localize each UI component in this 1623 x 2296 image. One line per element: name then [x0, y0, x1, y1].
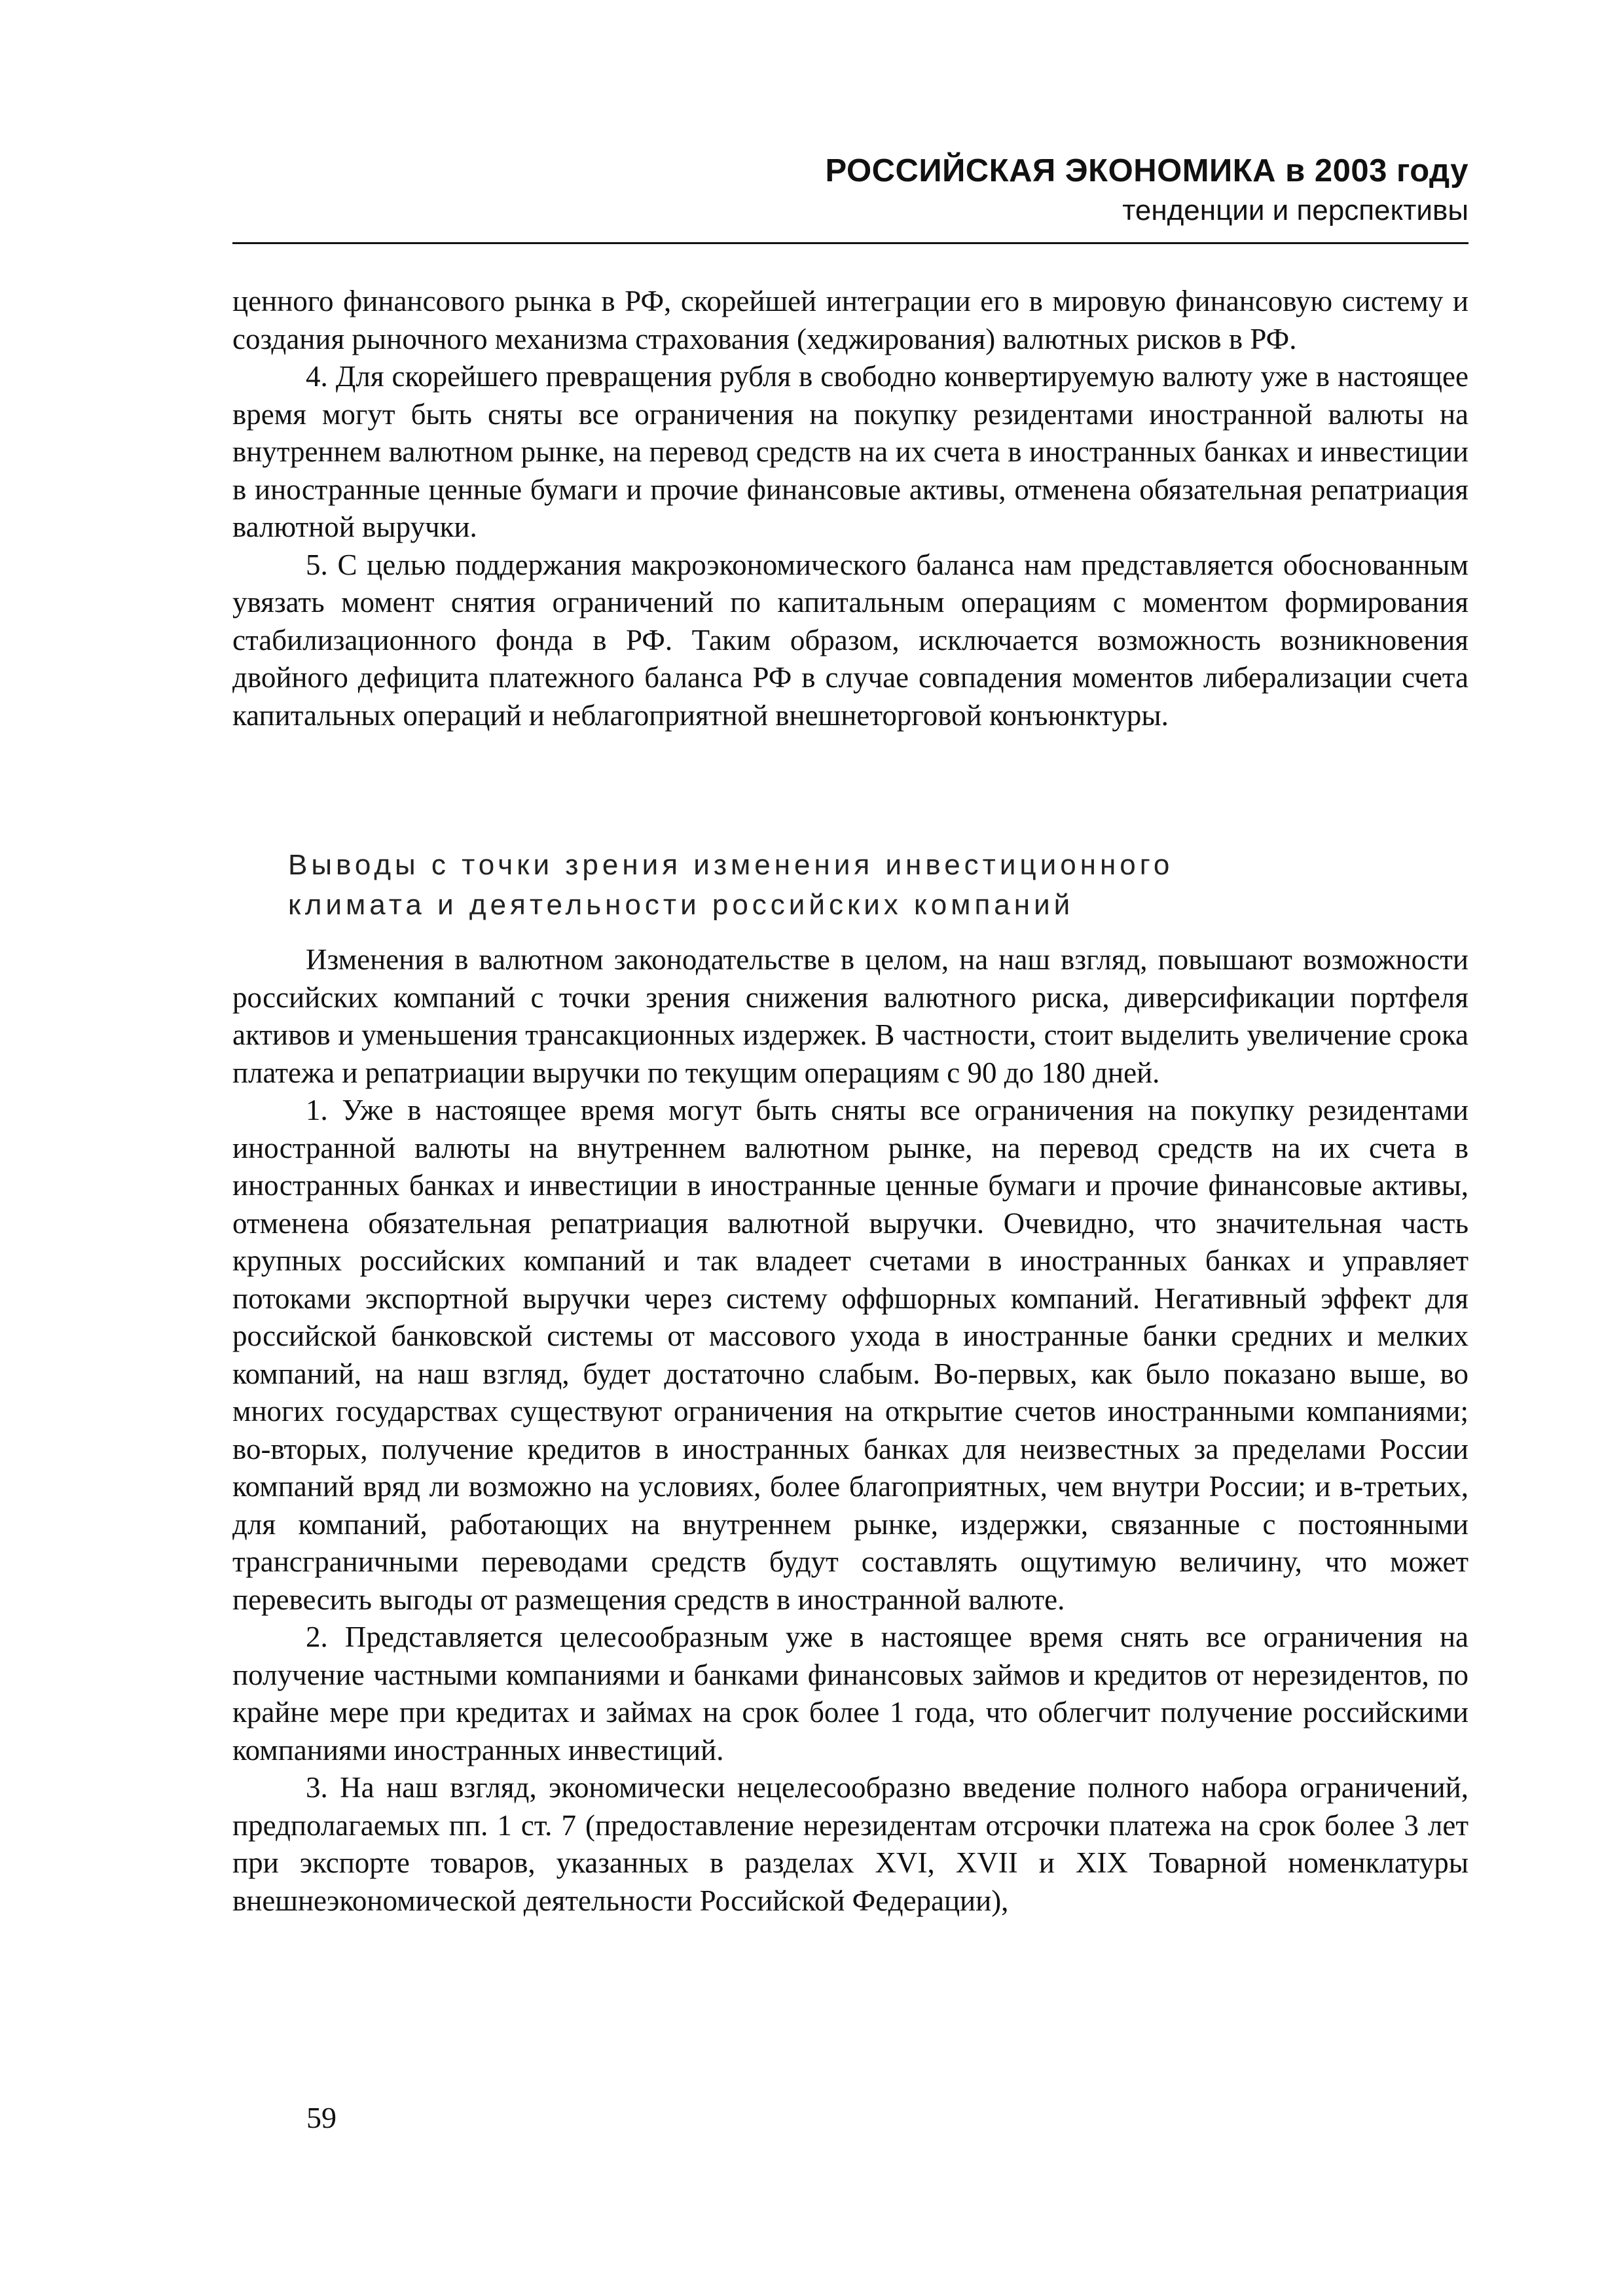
paragraph-section-intro: Изменения в валютном законодательстве в целом, на наш взгляд, повышают возможности российских компаний с точки зрения снижения валютного риска, диверсификации портфеля активов и уменьшения трансакционных издержек. В частности, стоит выделить увеличение срока платежа и репатриации выручки по текущим операциям с 90 до 180 дней. — [232, 943, 1468, 1089]
header-rule — [232, 242, 1468, 244]
paragraph-section-item-2: 2. Представляется целесообразным уже в настоящее время снять все ограничения на получение частными компаниями и банками финансовых займов и кредитов от нерезидентов, по крайне мере при кредитах и займах на срок более 1 года, что облегчит получение российскими компаниями иностранных инвестиций. — [232, 1621, 1468, 1767]
paragraph-section-item-1: 1. Уже в настоящее время могут быть сняты все ограничения на покупку резидентами иностранной валюты на внутреннем валютном рынке, на перевод средств на их счета в иностранных банках и инвестиции в иностранные ценные бумаги и прочие финансовые активы, отменена обязательная репатриация валютной выручки. Очевидно, что значительная часть крупных российских компаний и так владеет счетами в иностранных банках и управляет потоками экспортной выручки через систему оффшорных компаний. Негативный эффект для российской банковской системы от массового ухода в иностранные банки средних и мелких компаний, на наш взгляд, будет достаточно слабым. Во-первых, как было показано выше, во многих государствах существуют ограничения на открытие счетов иностранными компаниями; во-вторых, получение кредитов в иностранных банках для неизвестных за пределами России компаний вряд ли возможно на условиях, более благоприятных, чем внутри России; и в-третьих, для компаний, работающих на внутреннем рынке, издержки, связанные с постоянными трансграничными переводами средств будут составлять ощутимую величину, что может перевесить выгоды от размещения средств в иностранной валюте. — [232, 1094, 1468, 1616]
running-header — [232, 152, 1468, 229]
header-title: РОССИЙСКАЯ ЭКОНОМИКА в 2003 году — [825, 153, 1468, 188]
header-subtitle: тенденции и перспективы — [1122, 194, 1468, 226]
section-heading — [288, 845, 1401, 925]
section-heading-line-1: Выводы с точки зрения изменения инвестиционного — [288, 849, 1174, 881]
paragraph-item-4: 4. Для скорейшего превращения рубля в свободно конвертируемую валюту уже в настоящее время могут быть сняты все ограничения на покупку резидентами иностранной валюты на внутреннем валютном рынке, на перевод средств на их счета в иностранных банках и инвестиции в иностранные ценные бумаги и прочие финансовые активы, отменена обязательная репатриация валютной выручки. — [232, 360, 1468, 543]
paragraph-item-5: 5. С целью поддержания макроэкономического баланса нам представляется обоснованным увязать момент снятия ограничений по капитальным операциям с моментом формирования стабилизационного фонда в РФ. Таким образом, исключается возможность возникновения двойного дефицита платежного баланса РФ в случае совпадения моментов либерализации счета капитальных операций и неблагоприятной внешнеторговой конъюнктуры. — [232, 548, 1468, 732]
section-heading-line-2: климата и деятельности российских компаний — [288, 889, 1074, 921]
page-number: 59 — [306, 2101, 337, 2134]
paragraph-continuation: ценного финансового рынка в РФ, скорейшей интеграции его в мировую финансовую систему и создания рыночного механизма страхования (хеджирования) валютных рисков в РФ. — [232, 285, 1468, 355]
section-text-block — [232, 941, 1468, 1920]
paragraph-section-item-3: 3. На наш взгляд, экономически нецелесообразно введение полного набора ограничений, предполагаемых пп. 1 ст. 7 (предоставление нерезидентам отсрочки платежа на срок более 3 лет при экспорте товаров, указанных в разделах XVI, XVII и XIX Товарной номенклатуры внешнеэкономической деятельности Российской Федерации), — [232, 1771, 1468, 1917]
intro-text-block — [232, 283, 1468, 734]
